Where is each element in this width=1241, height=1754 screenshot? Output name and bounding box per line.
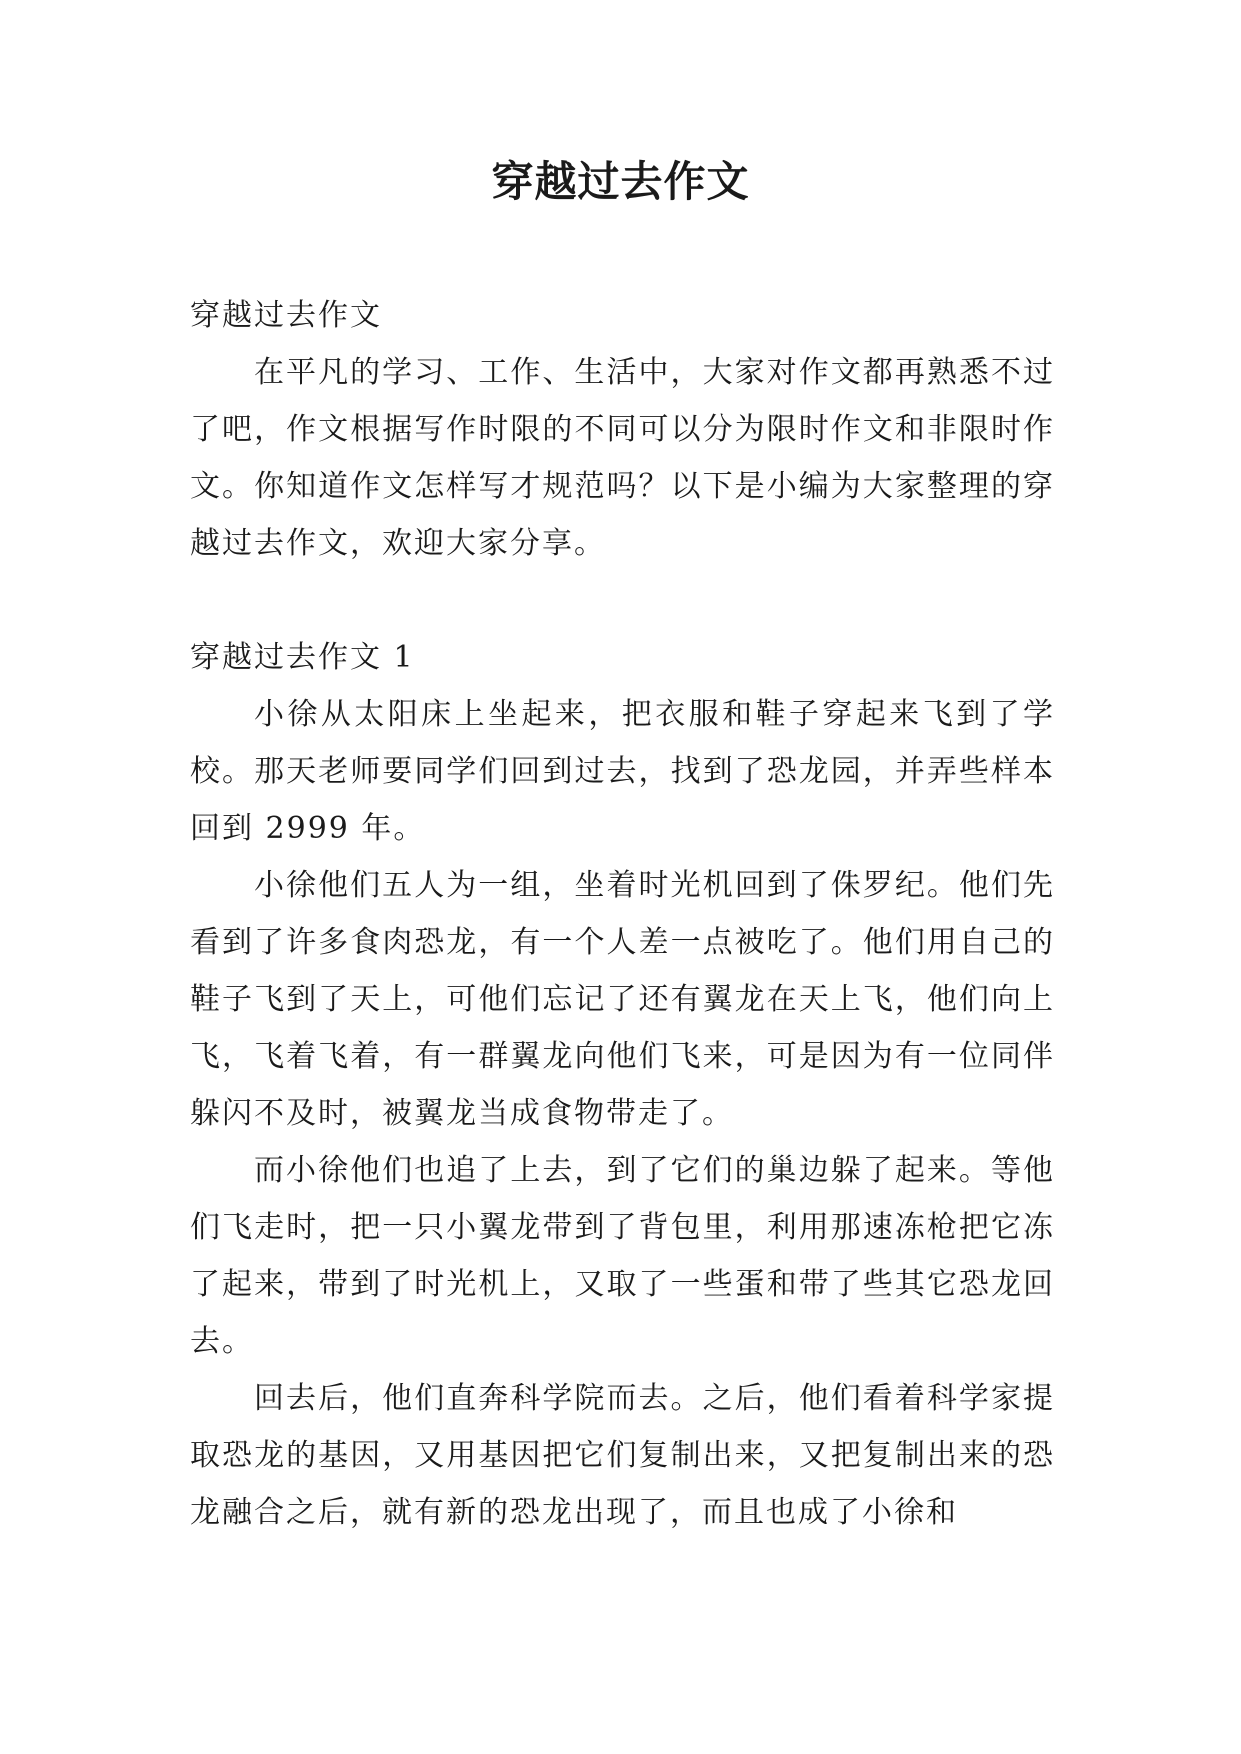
intro-paragraph: 在平凡的学习、工作、生活中，大家对作文都再熟悉不过了吧，作文根据写作时限的不同可以分为限时作文和非限时作文。你知道作文怎样写才规范吗？以下是小编为大家整理的穿越过去作文，欢迎大家分享。 — [190, 355, 1055, 561]
document-title: 穿越过去作文 — [491, 157, 750, 206]
section-heading: 穿越过去作文 1 — [190, 640, 415, 675]
section-spacer — [190, 572, 1055, 629]
intro-heading: 穿越过去作文 — [190, 298, 382, 333]
body-paragraph-3: 而小徐他们也追了上去，到了它们的巢边躲了起来。等他们飞走时，把一只小翼龙带到了背包里，利用那速冻枪把它冻了起来，带到了时光机上，又取了一些蛋和带了些其它恐龙回去。 — [190, 1153, 1055, 1359]
body-paragraph-2: 小徐他们五人为一组，坐着时光机回到了侏罗纪。他们先看到了许多食肉恐龙，有一个人差一点被吃了。他们用自己的鞋子飞到了天上，可他们忘记了还有翼龙在天上飞，他们向上飞，飞着飞着，有一群翼龙向他们飞来，可是因为有一位同伴躲闪不及时，被翼龙当成食物带走了。 — [190, 868, 1055, 1131]
body-paragraph-4: 回去后，他们直奔科学院而去。之后，他们看着科学家提取恐龙的基因，又用基因把它们复制出来，又把复制出来的恐龙融合之后，就有新的恐龙出现了，而且也成了小徐和 — [190, 1381, 1055, 1530]
document-body — [190, 287, 1055, 1541]
body-paragraph-1: 小徐从太阳床上坐起来，把衣服和鞋子穿起来飞到了学校。那天老师要同学们回到过去，找到了恐龙园，并弄些样本回到 2999 年。 — [190, 697, 1055, 846]
